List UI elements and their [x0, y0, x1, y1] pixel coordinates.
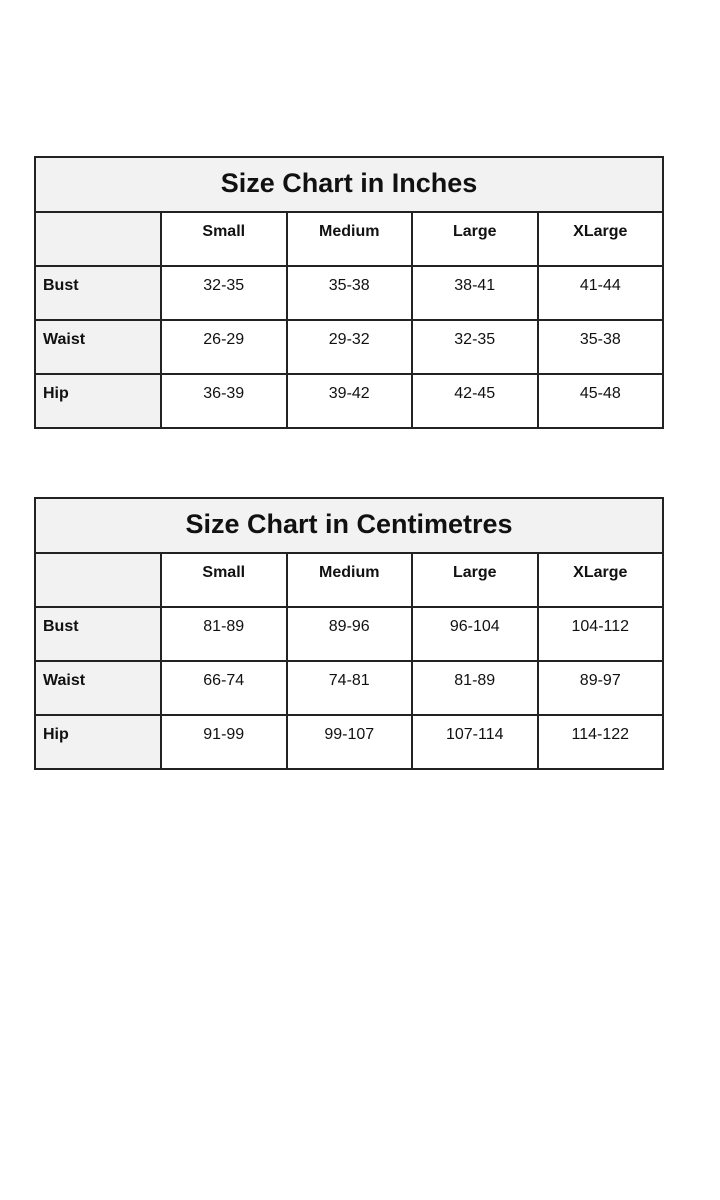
table-cell: 89-96 [287, 607, 413, 661]
table-cell: 107-114 [412, 715, 538, 769]
table-cell: 42-45 [412, 374, 538, 428]
column-header-medium: Medium [287, 212, 413, 266]
table-cell: 35-38 [538, 320, 664, 374]
table-cell: 36-39 [161, 374, 287, 428]
row-label-hip: Hip [35, 715, 161, 769]
header-corner-cell [35, 553, 161, 607]
table-cell: 96-104 [412, 607, 538, 661]
table-title-row [35, 498, 663, 553]
column-header-xlarge: XLarge [538, 553, 664, 607]
row-label-hip: Hip [35, 374, 161, 428]
column-header-xlarge: XLarge [538, 212, 664, 266]
size-chart-inches-table [34, 156, 664, 429]
table-title: Size Chart in Centimetres [35, 498, 663, 553]
column-header-small: Small [161, 212, 287, 266]
table-cell: 38-41 [412, 266, 538, 320]
table-cell: 39-42 [287, 374, 413, 428]
column-header-large: Large [412, 212, 538, 266]
table-cell: 66-74 [161, 661, 287, 715]
table-cell: 32-35 [412, 320, 538, 374]
table-cell: 91-99 [161, 715, 287, 769]
table-cell: 89-97 [538, 661, 664, 715]
table-row-hip [35, 715, 663, 769]
table-row-waist [35, 320, 663, 374]
table-cell: 32-35 [161, 266, 287, 320]
table-cell: 81-89 [161, 607, 287, 661]
row-label-bust: Bust [35, 266, 161, 320]
table-cell: 26-29 [161, 320, 287, 374]
table-cell: 114-122 [538, 715, 664, 769]
row-label-waist: Waist [35, 320, 161, 374]
table-row-bust [35, 607, 663, 661]
column-header-medium: Medium [287, 553, 413, 607]
header-corner-cell [35, 212, 161, 266]
row-label-waist: Waist [35, 661, 161, 715]
row-label-bust: Bust [35, 607, 161, 661]
table-cell: 45-48 [538, 374, 664, 428]
table-title-row [35, 157, 663, 212]
column-header-large: Large [412, 553, 538, 607]
table-row-bust [35, 266, 663, 320]
column-header-small: Small [161, 553, 287, 607]
table-row-waist [35, 661, 663, 715]
table-cell: 104-112 [538, 607, 664, 661]
table-cell: 74-81 [287, 661, 413, 715]
table-header-row [35, 553, 663, 607]
table-title: Size Chart in Inches [35, 157, 663, 212]
table-header-row [35, 212, 663, 266]
table-cell: 35-38 [287, 266, 413, 320]
table-cell: 29-32 [287, 320, 413, 374]
table-row-hip [35, 374, 663, 428]
size-chart-centimetres-table [34, 497, 664, 770]
table-cell: 41-44 [538, 266, 664, 320]
table-cell: 81-89 [412, 661, 538, 715]
table-cell: 99-107 [287, 715, 413, 769]
